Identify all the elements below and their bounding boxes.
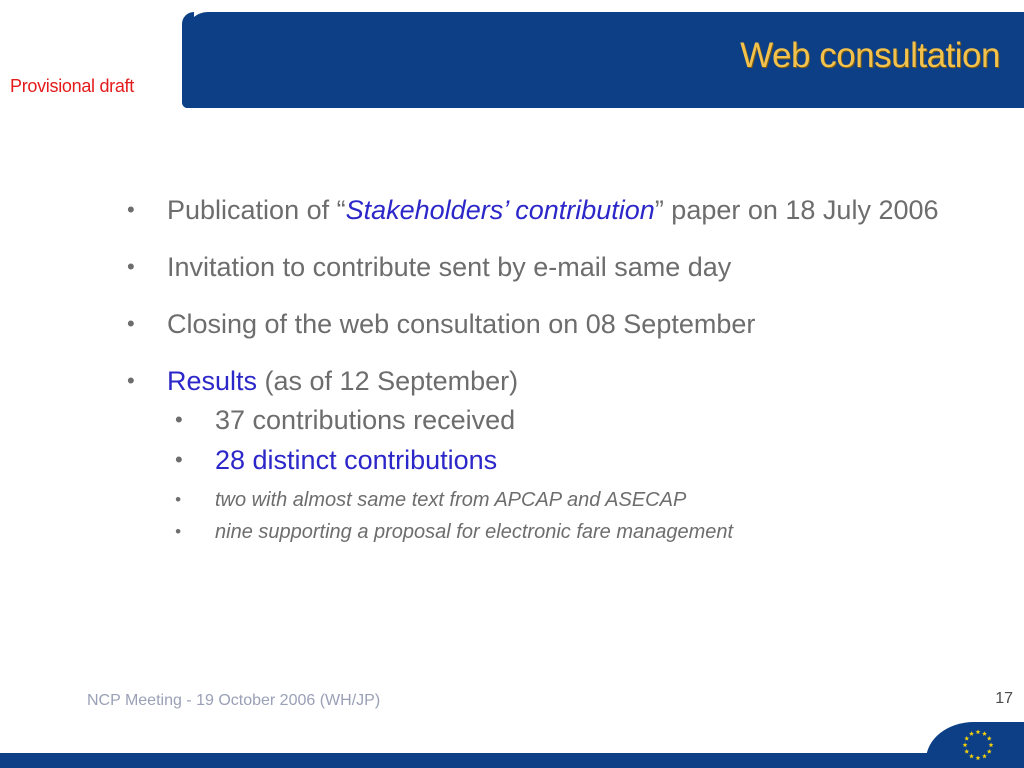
results-sub-list [167, 404, 975, 544]
bullet-results [125, 365, 975, 544]
eu-flag-star [969, 731, 974, 736]
sub-bullet-same-text: • two with almost same text from APCAP and ASECAP [167, 488, 975, 512]
bullet-publication-post: ” paper on 18 July 2006 [654, 195, 939, 225]
eu-flag-star [987, 749, 992, 754]
stakeholders-contribution-title: Stakeholders’ contribution [345, 195, 655, 225]
eu-flag-star [963, 742, 968, 747]
bullet-publication [125, 194, 975, 226]
bullet-invitation: • Invitation to contribute sent by e-mail same day [125, 251, 975, 283]
results-label: Results [167, 366, 258, 396]
eu-flag-star [987, 736, 992, 741]
eu-flag-star [969, 754, 974, 759]
sub-bullet-fare-management: • nine supporting a proposal for electronic fare management [167, 520, 975, 544]
eu-flag-icon [955, 726, 1001, 764]
eu-flag-star [964, 749, 969, 754]
eu-flag-star [976, 729, 981, 734]
bullet-publication-pre: Publication of “ [167, 195, 346, 225]
slide-title: Web consultation [740, 36, 1000, 75]
bullet-list [125, 194, 975, 544]
eu-flag-star [989, 742, 994, 747]
results-date: (as of 12 September) [257, 366, 519, 396]
eu-flag-star [964, 736, 969, 741]
footer-text: NCP Meeting - 19 October 2006 (WH/JP) [87, 692, 381, 709]
eu-flag-star [982, 754, 987, 759]
eu-flag-star [976, 755, 981, 760]
provisional-draft-label: Provisional draft [10, 76, 134, 96]
footer-bar [0, 753, 1024, 768]
bullet-closing: • Closing of the web consultation on 08 September [125, 308, 975, 340]
eu-flag-star [982, 731, 987, 736]
page-number: 17 [995, 690, 1013, 707]
sub-bullet-received: • 37 contributions received [167, 404, 975, 436]
sub-bullet-distinct: • 28 distinct contributions [167, 444, 975, 476]
